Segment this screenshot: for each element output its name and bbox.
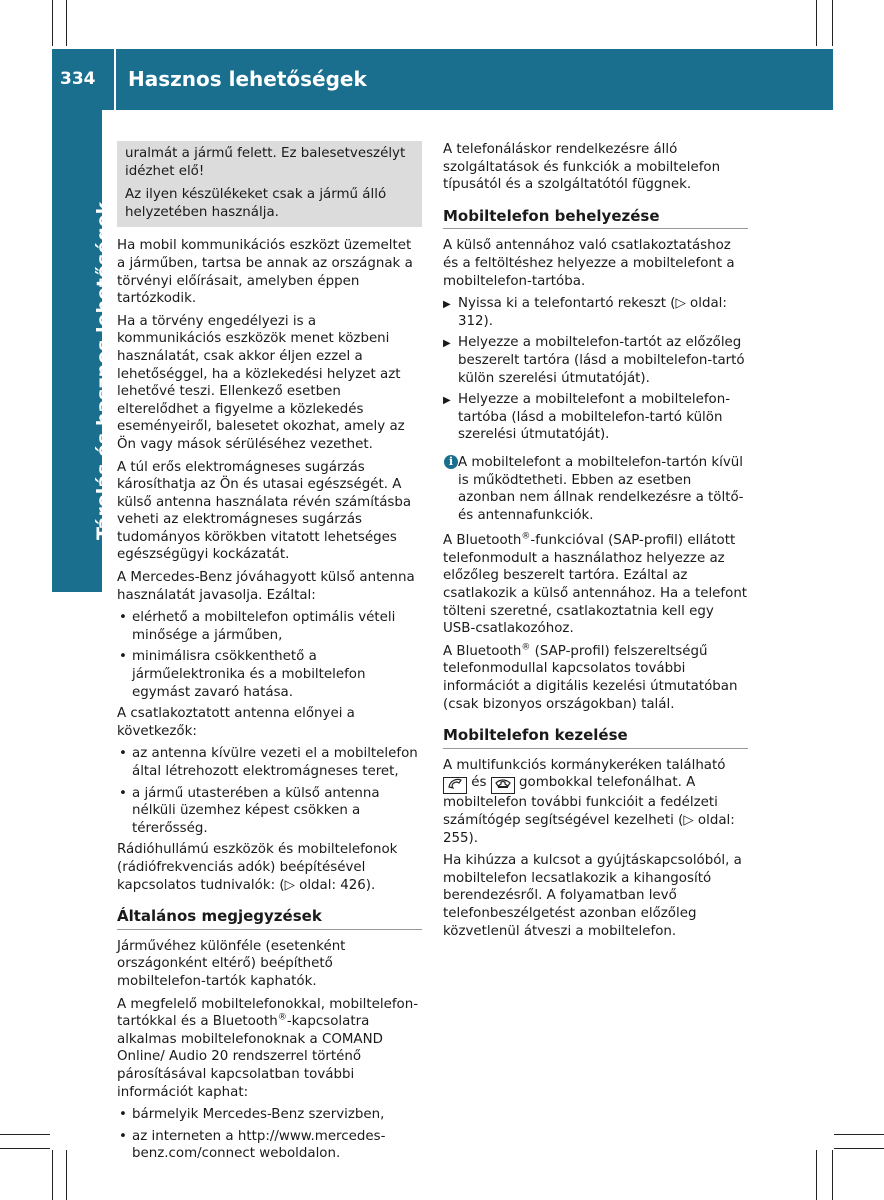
section-heading: Mobiltelefon behelyezése: [443, 208, 748, 230]
instruction-step: ▶ Helyezze a mobiltelefont a mobiltelefon-tartóba (lásd a mobiltelefon-tartó külön szerelési útmutatóját).: [443, 391, 748, 444]
registered-mark: ®: [521, 642, 531, 653]
page-number: 334: [60, 69, 96, 89]
paragraph: A Mercedes-Benz jóváhagyott külső antenna használatát javasolja. Ezáltal:: [117, 570, 415, 603]
info-icon: i: [444, 455, 458, 469]
chapter-tab-label: Tárolás és hasznos lehetőségek: [93, 201, 115, 540]
paragraph: [443, 532, 748, 638]
paragraph: Rádióhullámú eszközök és mobiltelefonok (rádiófrekvenciás adók) beépítésével kapcsolatos tudnivalók: (▷ oldal: 426).: [117, 842, 398, 893]
info-text: A mobiltelefont a mobiltelefon-tartón kívül is működtetheti. Ebben az esetben azonban nem állnak rendelkezésre a töltő- és antennafunkciók.: [458, 454, 744, 523]
crop-mark: [66, 0, 67, 46]
paragraph: A csatlakoztatott antenna előnyei a következők:: [117, 706, 355, 739]
text-run: gombokkal telefonálhat. A mobiltelefon további funkcióit a fedélzeti számítógép segítségével kezelheti (▷ oldal: 255).: [443, 775, 735, 846]
paragraph: Ha mobil kommunikációs eszközt üzemeltet a járműben, tartsa be annak az országnak a törvényi előírásait, amelyben éppen tartózkodik.: [117, 238, 413, 307]
text-run: és: [471, 775, 487, 791]
text-run: -funkcióval (SAP-profil) ellátott telefonmodult a használathoz helyezze az előzőleg beszerelt tartóra. Ezáltal az csatlakozik a külső antennához. Ha a telefont tölteni szeretné, csatlakoztatnia kell egy USB-csatlakozóhoz.: [443, 533, 748, 637]
paragraph: Ha a törvény engedélyezi is a kommunikációs eszközök menet közbeni használatát, csak akkor éljen ezzel a lehetőséggel, ha a közlekedési helyzet azt lehetővé teszi. Ellenkező esetben elterelődhet a figyelme a közlekedés eseményeiről, balesetet okozhat, amely az Ön vagy mások sérüléséhez vezethet.: [117, 313, 405, 452]
right-column: [443, 141, 748, 945]
registered-mark: ®: [277, 1012, 287, 1023]
text-run: A megfelelő mobiltelefonokkal, mobiltelefon-tartókkal és a Bluetooth: [117, 996, 419, 1030]
crop-mark: [66, 1150, 67, 1200]
crop-mark: [52, 0, 53, 46]
registered-mark: ®: [521, 531, 531, 542]
crop-mark: [0, 1134, 50, 1135]
phone-end-icon: [491, 777, 515, 794]
crop-mark: [834, 1134, 884, 1135]
text-run: A multifunkciós kormánykeréken található: [443, 757, 726, 773]
text-run: A Bluetooth: [443, 533, 522, 549]
list-item: • az antenna kívülre vezeti el a mobiltelefon által létrehozott elektromágneses teret,: [117, 745, 422, 780]
warning-text: Az ilyen készülékeket csak a jármű álló helyzetében használja.: [125, 187, 387, 220]
crop-mark: [0, 1148, 50, 1149]
crop-mark: [816, 1150, 817, 1200]
paragraph: Ha kihúzza a kulcsot a gyújtáskapcsolóból, a mobiltelefon lecsatlakozik a kihangosító berendezésről. A folyamatban levő telefonbeszélgetést azonban előzőleg közvetlenül átveszi a mobiltelefon.: [443, 853, 742, 939]
list-item: • elérhető a mobiltelefon optimális vételi minősége a járműben,: [117, 609, 422, 644]
paragraph: [117, 996, 422, 1102]
text-run: A Bluetooth: [443, 643, 522, 659]
list-item: • az interneten a http://www.mercedes-benz.com/connect weboldalon.: [117, 1128, 422, 1163]
crop-mark: [832, 0, 833, 46]
phone-accept-icon: [443, 777, 467, 794]
instruction-step: ▶ Nyissa ki a telefontartó rekeszt (▷ oldal: 312).: [443, 295, 748, 330]
crop-mark: [832, 1150, 833, 1200]
info-note: [443, 454, 748, 524]
section-heading: Mobiltelefon kezelése: [443, 727, 748, 749]
paragraph: A külső antennához való csatlakoztatáshoz és a feltöltéshez helyezze a mobiltelefont a mobiltelefon-tartóba.: [443, 238, 735, 289]
text-run: (SAP-profil) felszereltségű telefonmodullal kapcsolatos további információt a digitális kezelési útmutatóban (csak bizonyos országokban) talál.: [443, 643, 738, 712]
paragraph: [443, 643, 748, 713]
warning-text: uralmát a jármű felett. Ez balesetveszélyt idézhet elő!: [125, 146, 406, 179]
left-column: [117, 141, 422, 1167]
paragraph: A túl erős elektromágneses sugárzás károsíthatja az Ön és utasai egészségét. A külső antenna használata révén számításba veheti az elektromágneses sugárzás tudományos körökben vitatott lehetséges egészségügyi kockázatát.: [117, 459, 412, 563]
header-divider: [114, 49, 116, 110]
text-run: -kapcsolatra alkalmas mobiltelefonoknak a COMAND Online/ Audio 20 rendszerrel történő párosításával kapcsolatban további információt kaphat:: [117, 1014, 383, 1100]
list-item: • bármelyik Mercedes-Benz szervizben,: [117, 1106, 422, 1124]
page-title: Hasznos lehetőségek: [128, 67, 367, 91]
crop-mark: [816, 0, 817, 46]
paragraph: Járművéhez különféle (esetenként országonként eltérő) beépíthető mobiltelefon-tartók kaphatók.: [117, 938, 346, 989]
list-item: • minimálisra csökkenthető a járműelektronika és a mobiltelefon egymást zavaró hatása.: [117, 648, 422, 701]
instruction-step: ▶ Helyezze a mobiltelefon-tartót az előzőleg beszerelt tartóra (lásd a mobiltelefon-tartó külön szerelési útmutatóját).: [443, 334, 748, 387]
page-header: [52, 49, 833, 110]
crop-mark: [834, 1148, 884, 1149]
paragraph: A telefonáláskor rendelkezésre álló szolgáltatások és funkciók a mobiltelefon típusától és a szolgáltatótól függnek.: [443, 142, 721, 193]
list-item: • a jármű utasterében a külső antenna nélküli üzemhez képest csökken a térerősség.: [117, 785, 422, 838]
paragraph: [443, 757, 748, 847]
crop-mark: [52, 1150, 53, 1200]
warning-box: [117, 141, 422, 227]
section-heading: Általános megjegyzések: [117, 908, 422, 930]
